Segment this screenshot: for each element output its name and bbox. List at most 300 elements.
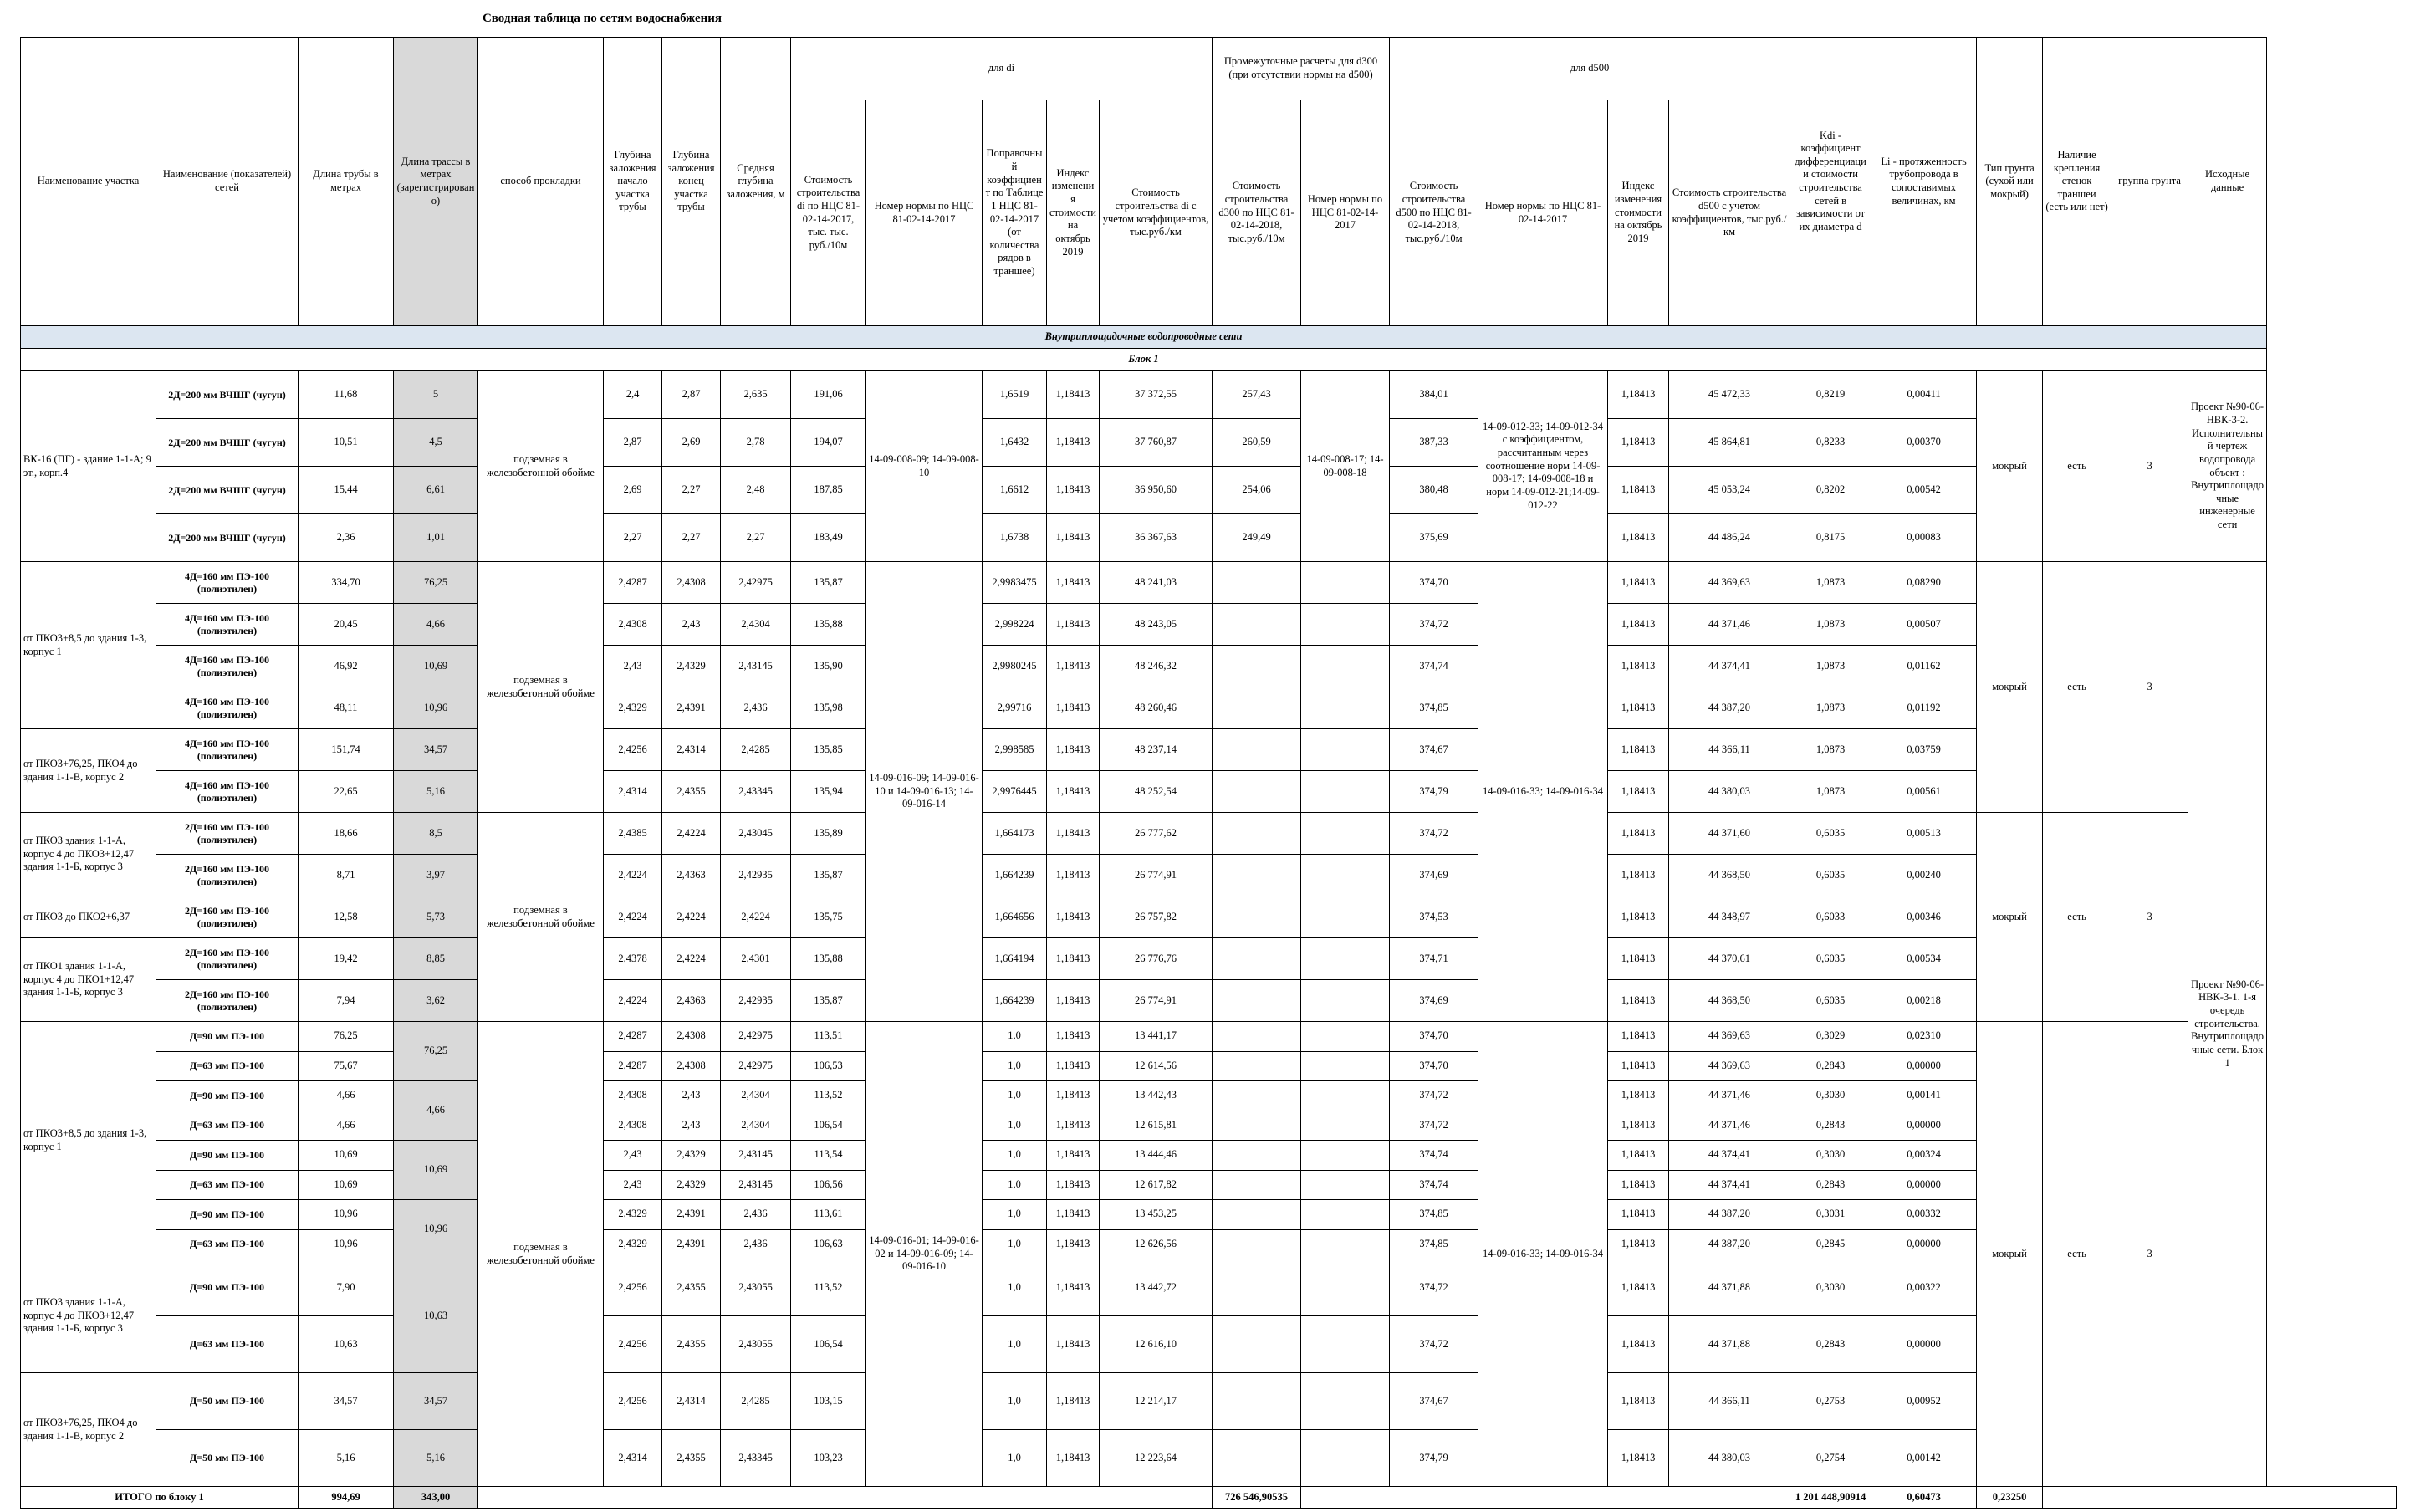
empty-cell [1301,1316,1390,1373]
data-cell: 2,48 [721,467,791,514]
data-cell: 26 777,62 [1100,813,1213,855]
data-cell: 1,664239 [983,855,1047,896]
data-cell: 1,18413 [1047,419,1100,467]
data-cell: 1,18413 [1047,1051,1100,1081]
data-cell: 374,69 [1390,980,1478,1022]
data-cell: 2,4355 [662,1430,721,1487]
data-cell: 135,85 [791,729,866,771]
data-cell: 387,33 [1390,419,1478,467]
data-cell: 4,66 [299,1081,394,1111]
table-row [21,562,2397,604]
data-cell: 1,18413 [1047,467,1100,514]
data-cell: 2,43345 [721,771,791,813]
section-name-cell: от ПКО3 до ПКО2+6,37 [21,896,156,938]
data-cell: 2,36 [299,514,394,562]
data-cell: 0,00000 [1871,1170,1977,1200]
data-cell: 374,85 [1390,1200,1478,1230]
data-cell: 2,99716 [983,687,1047,729]
empty-cell [1301,896,1390,938]
data-cell: 0,00000 [1871,1111,1977,1141]
col-norm-d500: Номер нормы по НЦС 81-02-14-2017 [1478,100,1608,326]
data-cell: 2,43055 [721,1259,791,1316]
data-cell: 0,00000 [1871,1229,1977,1259]
data-cell: 1,0 [983,1051,1047,1081]
data-cell: 10,63 [299,1316,394,1373]
data-cell: 45 472,33 [1669,371,1790,419]
empty-cell [1301,1170,1390,1200]
data-cell: 2,4304 [721,1111,791,1141]
data-cell: 380,48 [1390,467,1478,514]
data-cell: 0,00346 [1871,896,1977,938]
data-cell: 1,18413 [1608,371,1669,419]
data-cell: 13 453,25 [1100,1200,1213,1230]
data-cell: 2,9976445 [983,771,1047,813]
data-cell [1213,938,1301,980]
data-cell: 1,18413 [1608,729,1669,771]
data-cell: 374,85 [1390,687,1478,729]
data-cell: Д=50 мм ПЭ-100 [156,1430,299,1487]
data-cell: 1,01 [394,514,478,562]
data-cell [1213,1229,1301,1259]
section-title-row [21,326,2397,349]
data-cell: 4Д=160 мм ПЭ-100 (полиэтилен) [156,771,299,813]
data-cell: 374,79 [1390,771,1478,813]
totals-kdi: 0,60473 [1871,1487,1977,1509]
data-cell: 45 864,81 [1669,419,1790,467]
data-cell: 2,635 [721,371,791,419]
data-cell: 2,69 [604,467,662,514]
merged-cell: мокрый [1977,371,2043,562]
data-cell: 1,18413 [1047,1170,1100,1200]
merged-cell: 10,63 [394,1259,478,1373]
data-cell: 1,0 [983,1259,1047,1316]
data-cell: 44 368,50 [1669,855,1790,896]
empty-cell [1301,1487,1790,1509]
data-cell: 2,4308 [604,1081,662,1111]
group-di: для di [791,38,1213,100]
data-cell: 1,0 [983,1430,1047,1487]
merged-cell: 14-09-016-33; 14-09-016-34 [1478,562,1608,1022]
empty-cell [1301,1430,1390,1487]
data-cell: 374,67 [1390,1373,1478,1430]
data-cell: 0,2754 [1790,1430,1871,1487]
data-cell: 0,00411 [1871,371,1977,419]
data-cell: 1,18413 [1047,604,1100,646]
data-cell: 2,43345 [721,1430,791,1487]
data-cell: 2,43045 [721,813,791,855]
data-cell: 1,0873 [1790,729,1871,771]
data-cell: 1,0873 [1790,687,1871,729]
data-cell: 0,00324 [1871,1141,1977,1171]
data-cell: 1,18413 [1608,980,1669,1022]
data-cell: 5,16 [299,1430,394,1487]
data-cell: 106,54 [791,1316,866,1373]
data-cell: 12 614,56 [1100,1051,1213,1081]
data-cell: 44 371,46 [1669,1111,1790,1141]
data-cell: 2,4363 [662,980,721,1022]
data-cell: 113,52 [791,1259,866,1316]
data-cell: 1,6519 [983,371,1047,419]
data-cell: 384,01 [1390,371,1478,419]
data-cell: 103,23 [791,1430,866,1487]
data-cell: 2Д=200 мм ВЧШГ (чугун) [156,514,299,562]
data-cell: 0,00218 [1871,980,1977,1022]
data-cell: 1,18413 [1047,1229,1100,1259]
data-cell: 46,92 [299,646,394,687]
merged-cell: 14-09-016-01; 14-09-016-02 и 14-09-016-09; 14-09-016-10 [866,1022,983,1487]
data-cell: 44 374,41 [1669,1170,1790,1200]
data-cell: 2,9983475 [983,562,1047,604]
empty-cell [1301,604,1390,646]
data-cell: 2,4308 [662,562,721,604]
data-cell: 0,02310 [1871,1022,1977,1052]
data-cell: Д=90 мм ПЭ-100 [156,1259,299,1316]
data-cell [1213,687,1301,729]
col-cost-d500-coef: Стоимость строительства d500 с учетом коэффициентов, тыс.руб./км [1669,100,1790,326]
section-name-cell: от ПКО3 здания 1-1-А, корпус 4 до ПКО3+12,47 здания 1-1-Б, корпус 3 [21,1259,156,1373]
data-cell: 2,4287 [604,1022,662,1052]
data-cell: 334,70 [299,562,394,604]
empty-cell [1301,1141,1390,1171]
data-cell: 2,4314 [662,1373,721,1430]
data-cell: Д=63 мм ПЭ-100 [156,1170,299,1200]
data-cell: 0,8233 [1790,419,1871,467]
data-cell: 26 776,76 [1100,938,1213,980]
data-cell: 0,6035 [1790,855,1871,896]
data-cell: 1,664239 [983,980,1047,1022]
data-cell: 34,57 [394,1373,478,1430]
data-cell: 1,18413 [1608,1430,1669,1487]
merged-cell: 10,69 [394,1141,478,1200]
data-cell: 106,56 [791,1170,866,1200]
merged-cell: мокрый [1977,562,2043,813]
data-cell: 75,67 [299,1051,394,1081]
data-cell: 8,71 [299,855,394,896]
data-cell: 374,72 [1390,1316,1478,1373]
empty-cell [1301,1259,1390,1316]
data-cell: 2,42975 [721,562,791,604]
data-cell: 1,18413 [1047,1081,1100,1111]
data-cell: 1,18413 [1608,562,1669,604]
data-cell: 2,436 [721,1229,791,1259]
data-cell: 2,43 [662,1081,721,1111]
data-cell: 8,5 [394,813,478,855]
data-cell: 1,18413 [1047,687,1100,729]
data-cell: 1,18413 [1608,1051,1669,1081]
data-cell: 1,0 [983,1022,1047,1052]
col-soil: Тип грунта (сухой или мокрый) [1977,38,2043,326]
data-cell: 0,3031 [1790,1200,1871,1230]
data-cell: 44 369,63 [1669,562,1790,604]
data-cell [1213,1051,1301,1081]
data-cell: 2,43 [662,1111,721,1141]
data-cell: 2,4355 [662,771,721,813]
data-cell: 0,2845 [1790,1229,1871,1259]
data-cell: 36 950,60 [1100,467,1213,514]
data-cell: 374,72 [1390,1081,1478,1111]
data-cell: 1,0873 [1790,604,1871,646]
empty-cell [1301,1081,1390,1111]
data-cell: Д=63 мм ПЭ-100 [156,1229,299,1259]
data-cell: 0,6033 [1790,896,1871,938]
data-cell [1213,1430,1301,1487]
empty-cell [1301,813,1390,855]
table-row [21,813,2397,855]
totals-route: 343,00 [394,1487,478,1509]
merged-cell: 3 [2111,371,2188,562]
data-cell: 12,58 [299,896,394,938]
col-index-di: Индекс изменения стоимости на октябрь 2019 [1047,100,1100,326]
data-cell: 0,08290 [1871,562,1977,604]
data-cell: 2,998585 [983,729,1047,771]
data-cell: 0,2843 [1790,1170,1871,1200]
data-cell: 1,18413 [1608,1081,1669,1111]
data-cell: 1,0873 [1790,646,1871,687]
data-cell: 2,4355 [662,1316,721,1373]
data-cell: 2,4314 [604,1430,662,1487]
data-cell: 44 371,88 [1669,1316,1790,1373]
data-cell: 135,94 [791,771,866,813]
data-cell: Д=63 мм ПЭ-100 [156,1051,299,1081]
data-cell: 374,70 [1390,1051,1478,1081]
col-pipe-length: Длина трубы в метрах [299,38,394,326]
data-cell: 2,87 [604,419,662,467]
data-cell: 2Д=160 мм ПЭ-100 (полиэтилен) [156,980,299,1022]
col-norm-di: Номер нормы по НЦС 81-02-14-2017 [866,100,983,326]
data-cell: 37 372,55 [1100,371,1213,419]
data-cell: 374,79 [1390,1430,1478,1487]
data-cell [1213,562,1301,604]
data-cell [1213,1111,1301,1141]
data-cell: 7,94 [299,980,394,1022]
section-name-cell: ВК-16 (ПГ) - здание 1-1-А; 9 эт., корп.4 [21,371,156,562]
data-cell: 374,71 [1390,938,1478,980]
data-cell: 249,49 [1213,514,1301,562]
data-cell [1213,1141,1301,1171]
data-cell: 2,4355 [662,1259,721,1316]
data-cell: 2,4391 [662,687,721,729]
data-cell: 1,18413 [1608,938,1669,980]
merged-cell: Проект №90-06-НВК-3-2. Исполнительный чертеж водопровода объект : Внутриплощадочные инженерные сети [2188,371,2267,562]
data-cell: 44 369,63 [1669,1051,1790,1081]
data-cell: 1,0873 [1790,562,1871,604]
data-cell: 48 260,46 [1100,687,1213,729]
data-cell: 0,6035 [1790,813,1871,855]
data-cell: 2,27 [662,514,721,562]
data-cell: 1,18413 [1047,1373,1100,1430]
col-norm-d300: Номер нормы по НЦС 81-02-14-2017 [1301,100,1390,326]
data-cell: 1,18413 [1608,1229,1669,1259]
data-cell: 1,0 [983,1141,1047,1171]
data-cell: 45 053,24 [1669,467,1790,514]
col-depth-avg: Средняя глубина заложения, м [721,38,791,326]
merged-cell: 14-09-008-09; 14-09-008-10 [866,371,983,562]
data-cell: 260,59 [1213,419,1301,467]
data-cell: 1,18413 [1608,687,1669,729]
col-source: Исходные данные [2188,38,2267,326]
group-interim: Промежуточные расчеты для d300 (при отсутствии нормы на d500) [1213,38,1390,100]
data-cell: 44 371,46 [1669,604,1790,646]
empty-cell [1301,562,1390,604]
data-cell: 2,4285 [721,1373,791,1430]
data-cell: 11,68 [299,371,394,419]
data-cell: 0,3029 [1790,1022,1871,1052]
merged-cell: мокрый [1977,1022,2043,1487]
data-cell: 0,00000 [1871,1316,1977,1373]
data-cell: 13 442,72 [1100,1259,1213,1316]
data-cell: 1,0 [983,1229,1047,1259]
data-cell: 191,06 [791,371,866,419]
data-cell: 12 223,64 [1100,1430,1213,1487]
empty-cell [1301,1229,1390,1259]
data-cell: 1,664194 [983,938,1047,980]
data-cell: 2,42935 [721,980,791,1022]
data-cell: 2,69 [662,419,721,467]
data-cell: 4Д=160 мм ПЭ-100 (полиэтилен) [156,687,299,729]
data-cell: 1,18413 [1047,1111,1100,1141]
merged-cell: 14-09-016-09; 14-09-016-10 и 14-09-016-13; 14-09-016-14 [866,562,983,1022]
totals-cost-d500: 1 201 448,90914 [1790,1487,1871,1509]
data-cell: 76,25 [299,1022,394,1052]
data-cell: 2,87 [662,371,721,419]
merged-cell: 14-09-008-17; 14-09-008-18 [1301,371,1390,562]
merged-cell: 14-09-012-33; 14-09-012-34 с коэффициентом, рассчитанным через соотношение норм 14-09-008-17; 14-09-008-18 и норм 14-09-012-21;14-09-012-22 [1478,371,1608,562]
data-cell: 1,18413 [1608,1200,1669,1230]
data-cell: 374,72 [1390,813,1478,855]
data-cell: 12 615,81 [1100,1111,1213,1141]
data-cell: 2,4256 [604,1373,662,1430]
data-cell: 2,4391 [662,1200,721,1230]
data-cell: 2,4304 [721,1081,791,1111]
merged-cell: 3 [2111,562,2188,813]
data-cell: 3,62 [394,980,478,1022]
data-cell: 2,43055 [721,1316,791,1373]
data-cell: 2Д=200 мм ВЧШГ (чугун) [156,467,299,514]
data-cell: 1,18413 [1608,646,1669,687]
data-cell: 2,4285 [721,729,791,771]
data-cell: 2,42935 [721,855,791,896]
data-cell: 0,00513 [1871,813,1977,855]
data-cell: 26 757,82 [1100,896,1213,938]
data-cell: 1,18413 [1047,514,1100,562]
data-cell [1213,896,1301,938]
data-cell: 48 241,03 [1100,562,1213,604]
merged-cell: 14-09-016-33; 14-09-016-34 [1478,1022,1608,1487]
data-cell: 0,00332 [1871,1200,1977,1230]
data-cell: 2,43 [604,646,662,687]
data-cell: 44 348,97 [1669,896,1790,938]
section-name-cell: от ПКО3 здания 1-1-А, корпус 4 до ПКО3+12,47 здания 1-1-Б, корпус 3 [21,813,156,896]
merged-cell: мокрый [1977,813,2043,1022]
data-cell: 2,4256 [604,729,662,771]
data-cell: 2,4256 [604,1316,662,1373]
data-cell: 13 441,17 [1100,1022,1213,1052]
data-cell: 44 366,11 [1669,1373,1790,1430]
data-cell: 44 387,20 [1669,687,1790,729]
data-cell: 1,18413 [1047,771,1100,813]
data-cell: 374,74 [1390,1170,1478,1200]
data-cell: 1,18413 [1608,1373,1669,1430]
data-cell [1213,855,1301,896]
empty-cell [1301,1200,1390,1230]
data-cell: 1,6432 [983,419,1047,467]
data-cell: 375,69 [1390,514,1478,562]
merged-cell: подземная в железобетонной обойме [478,813,604,1022]
data-cell: 2,4329 [604,1229,662,1259]
data-cell: 44 486,24 [1669,514,1790,562]
data-cell: 0,3030 [1790,1141,1871,1171]
data-cell: 13 444,46 [1100,1141,1213,1171]
data-cell: 4,66 [394,604,478,646]
merged-cell: есть [2043,1022,2111,1487]
merged-cell: есть [2043,562,2111,813]
data-cell: 18,66 [299,813,394,855]
data-cell: 1,664173 [983,813,1047,855]
data-cell: 2,9980245 [983,646,1047,687]
merged-cell: подземная в железобетонной обойме [478,371,604,562]
col-cost-d500: Стоимость строительства d500 по НЦС 81-02-14-2018, тыс.руб./10м [1390,100,1478,326]
data-cell: 2,27 [721,514,791,562]
col-cost-di: Стоимость строительства di по НЦС 81-02-14-2017, тыс. тыс. руб./10м [791,100,866,326]
data-cell: 135,98 [791,687,866,729]
data-cell: 374,69 [1390,855,1478,896]
data-cell: 1,6612 [983,467,1047,514]
data-cell: 1,18413 [1608,1022,1669,1052]
empty-cell [1301,980,1390,1022]
data-cell: 12 617,82 [1100,1170,1213,1200]
data-cell: 1,18413 [1047,1430,1100,1487]
data-cell: 1,18413 [1608,514,1669,562]
data-cell: 2,436 [721,1200,791,1230]
data-cell: 0,00507 [1871,604,1977,646]
group-d500: для d500 [1390,38,1790,100]
totals-cost-di: 726 546,90535 [1213,1487,1301,1509]
data-cell: 44 370,61 [1669,938,1790,980]
data-cell: 44 387,20 [1669,1229,1790,1259]
data-cell: 2,4287 [604,562,662,604]
data-cell: 2Д=160 мм ПЭ-100 (полиэтилен) [156,896,299,938]
data-cell: 1,18413 [1608,1141,1669,1171]
data-cell [1213,1081,1301,1111]
totals-pipe: 994,69 [299,1487,394,1509]
data-cell: 1,18413 [1608,1316,1669,1373]
water-supply-table [20,37,2397,1509]
section-name-cell: от ПКО3+76,25, ПКО4 до здания 1-1-В, корпус 2 [21,1373,156,1487]
data-cell: 34,57 [394,729,478,771]
data-cell: 0,00322 [1871,1259,1977,1316]
data-cell: 44 369,63 [1669,1022,1790,1052]
data-cell: 10,51 [299,419,394,467]
col-cost-d300: Стоимость строительства d300 по НЦС 81-02-14-2018, тыс.руб./10м [1213,100,1301,326]
data-cell: 2,4224 [721,896,791,938]
data-cell: 2,4329 [604,687,662,729]
page-title: Сводная таблица по сетям водоснабжения [482,12,722,25]
data-cell: 2,42975 [721,1022,791,1052]
empty-cell [1301,855,1390,896]
data-cell [1213,646,1301,687]
merged-cell: 3 [2111,1022,2188,1487]
data-cell: 1,18413 [1047,1022,1100,1052]
data-cell: 1,18413 [1047,1259,1100,1316]
data-cell: 135,89 [791,813,866,855]
empty-cell [1301,771,1390,813]
empty-cell [2043,1487,2397,1509]
header-row-1 [21,38,2397,100]
data-cell: 2,436 [721,687,791,729]
empty-cell [1301,687,1390,729]
table-row [21,1022,2397,1052]
data-cell: 37 760,87 [1100,419,1213,467]
